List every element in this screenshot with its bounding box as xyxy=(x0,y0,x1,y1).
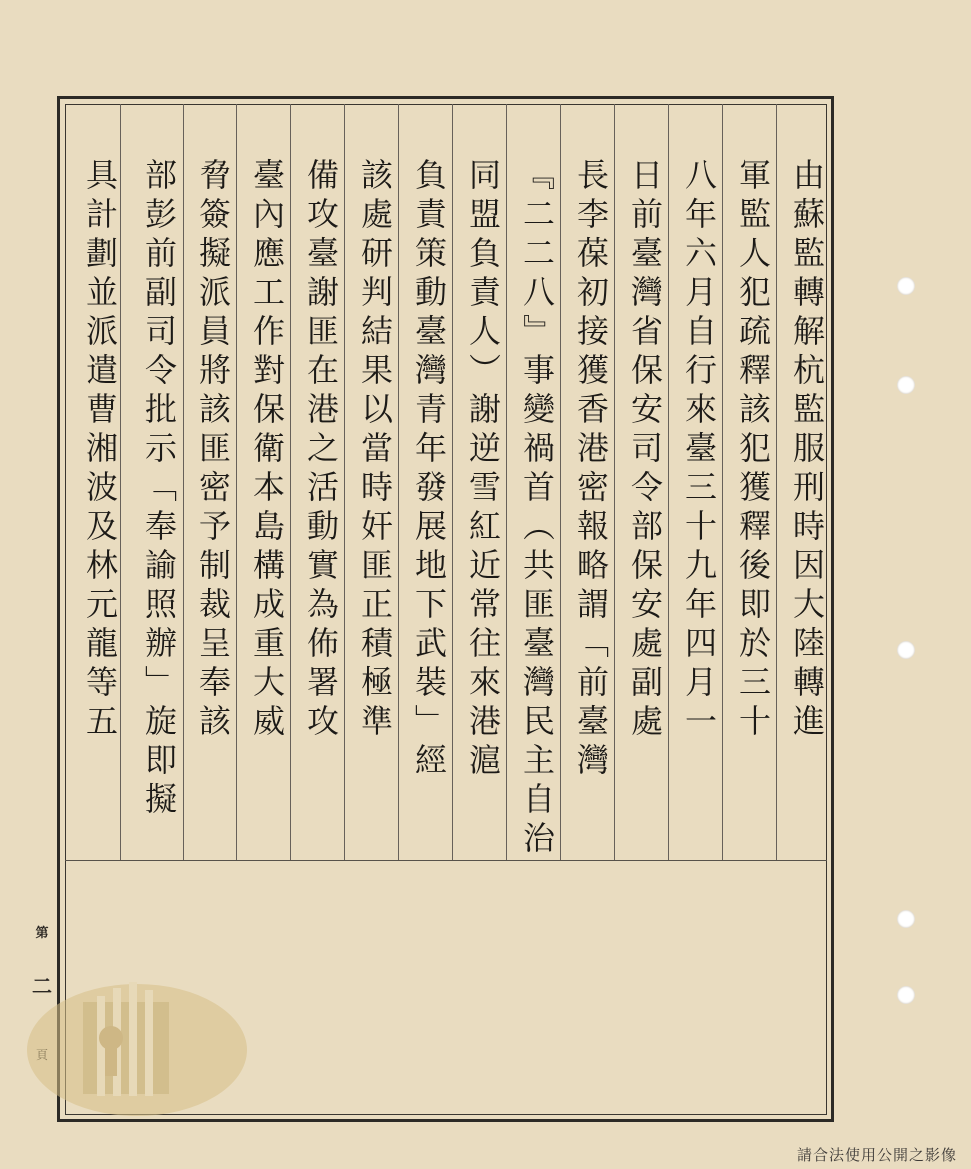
text-column-11: 臺內應工作對保衛本島構成重大威 xyxy=(248,158,286,743)
usage-notice: 請合法使用公開之影像 xyxy=(796,1146,957,1164)
text-column-10: 備攻臺謝匪在港之活動實為佈署攻 xyxy=(302,158,340,743)
text-column-14: 具計劃並派遣曹湘波及林元龍等五 xyxy=(81,158,119,743)
punch-hole xyxy=(897,376,915,394)
text-area-bottom-rule xyxy=(65,860,827,861)
page-label-prefix: 第 xyxy=(35,926,49,941)
text-column-8: 負責策動臺灣青年發展地下武裝」經 xyxy=(410,158,448,782)
text-column-7: 同盟負責人）謝逆雪紅近常往來港滬 xyxy=(464,158,502,782)
archive-watermark-logo xyxy=(25,968,250,1128)
punch-hole xyxy=(897,641,915,659)
text-column-13: 部彭前副司令批示「奉諭照辦」旋即擬 xyxy=(140,158,178,821)
text-column-9: 該處研判結果以當時奸匪正積極準 xyxy=(356,158,394,743)
text-column-5: 長李葆初接獲香港密報略謂「前臺灣 xyxy=(572,158,610,782)
text-column-12: 脅簽擬派員將該匪密予制裁呈奉該 xyxy=(194,158,232,743)
text-column-4: 日前臺灣省保安司令部保安處副處 xyxy=(626,158,664,743)
punch-hole xyxy=(897,277,915,295)
text-column-6: 『二二八』事變禍首（共匪臺灣民主自治 xyxy=(518,158,556,860)
punch-hole xyxy=(897,910,915,928)
punch-hole xyxy=(897,986,915,1004)
text-column-3: 八年六月自行來臺三十九年四月一 xyxy=(680,158,718,743)
text-column-2: 軍監人犯疏釋該犯獲釋後即於三十 xyxy=(734,158,772,743)
page-number: 二 xyxy=(32,974,52,998)
text-column-1: 由蘇監轉解杭監服刑時因大陸轉進 xyxy=(788,158,826,743)
